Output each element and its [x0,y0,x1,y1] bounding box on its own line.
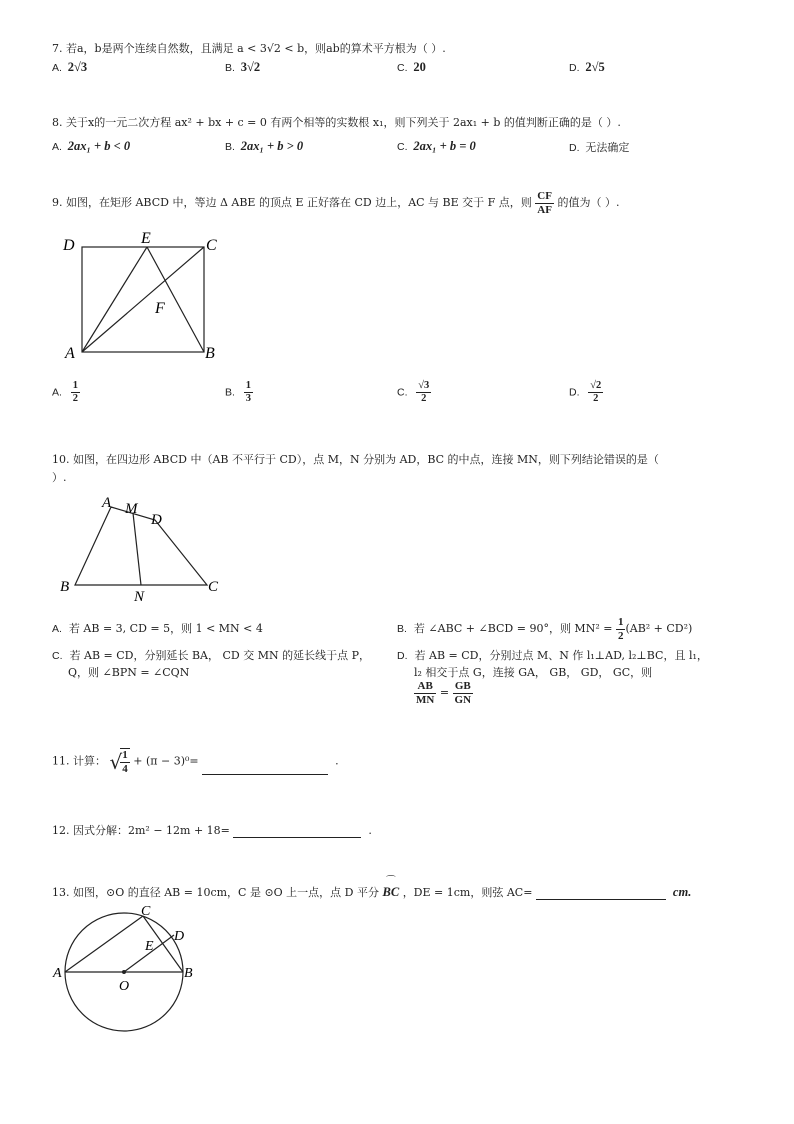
q9-option-b[interactable] [225,380,253,405]
q13-arc-label: BC [382,885,400,899]
q10-option-b-den: 2 [617,629,624,642]
q8-option-b-label: B. [225,141,235,153]
q10-stem-line2: ）. [52,471,67,484]
q10-label-b: B [60,579,70,595]
q9-stem [52,190,619,216]
q13-label-o: O [119,979,130,994]
q13-post: ，DE = 1cm，则弦 AC= [402,886,533,899]
q7-option-b[interactable] [225,60,260,75]
q10-option-b-label: B. [397,623,407,636]
q8-option-c-value: 2ax₁ + b = 0 [413,139,476,153]
q10-option-c-line2: Q，则 ∠BPN = ∠CQN [68,666,190,679]
q13-label-b: B [184,966,193,981]
q13-answer-blank[interactable] [536,887,666,900]
q10-option-d-frac1 [414,680,436,706]
q9-label-d: D [63,237,75,254]
q9-stem-post: 的值为（ ）. [557,196,620,210]
q9-segment-ac [82,247,204,352]
q9-label-a: A [65,345,75,362]
q9-option-d-label: D. [569,386,580,399]
q11-root-den: 4 [122,762,128,775]
q9-option-b-label: B. [225,386,235,399]
q10-label-m: M [125,501,138,517]
q9-stem-fraction [535,190,554,216]
q7-option-a-label: A. [52,62,62,74]
q10-option-d-frac2-num: GB [453,680,474,694]
q8-option-c-label: C. [397,141,408,153]
q9-option-a-den: 2 [72,393,78,405]
q10-option-c-label: C. [52,650,63,662]
q9-option-a-fraction [71,380,80,405]
q9-option-d-fraction [588,380,603,405]
q9-option-d-den: 2 [593,393,599,405]
q13-chord-ac [65,916,143,972]
q13-stem [52,876,692,900]
q7-option-c[interactable] [397,60,426,75]
q10-option-a-label: A. [52,623,62,635]
q8-stem: 8. 关于x的一元二次方程 ax² + bx + c = 0 有两个相等的实数根 x₁，则下列关于 2ax₁ + b 的值判断正确的是（ ）. [52,116,621,129]
q10-label-c: C [208,579,219,595]
q10-option-c[interactable] [52,647,370,663]
q10-quad-abcd [75,507,207,585]
q9-frac-num: CF [537,190,552,202]
q10-option-d-frac2-den: GN [454,693,472,706]
q13-label-d: D [174,929,185,944]
q9-label-e: E [141,230,151,247]
q8-option-a-label: A. [52,141,62,153]
q10-option-d-frac1-den: MN [416,693,435,706]
q8-option-d[interactable] [569,139,629,155]
q8-option-c[interactable] [397,139,476,154]
q10-option-a[interactable] [52,620,263,636]
q9-frac-den: AF [537,203,552,216]
q9-option-a[interactable] [52,380,80,405]
q11-pre: 11. 计算： [52,754,106,768]
q10-quadrilateral-figure [55,493,230,605]
q10-option-b-text-post: (AB² + CD²) [625,622,693,636]
q13-pre: 13. 如图，⊙O 的直径 AB = 10cm，C 是 ⊙O 上一点，点 D 平分 [52,886,379,899]
q9-option-a-num: 1 [71,380,80,393]
q8-option-a-value: 2ax₁ + b < 0 [67,139,131,153]
q9-option-c-fraction [416,380,431,405]
q9-option-c-num: √3 [416,380,431,393]
q13-arc [382,876,400,900]
q10-option-d-frac1-num: AB [414,680,436,694]
q10-segment-mn [133,513,141,585]
q13-label-a: A [53,966,62,981]
q9-stem-pre: 9. 如图，在矩形 ABCD 中，等边 Δ ABE 的顶点 E 正好落在 CD 边上，AC 与 BE 交于 F 点，则 [52,196,532,210]
q9-rectangle-figure [55,225,225,365]
q8-option-d-value: 无法确定 [585,142,630,154]
q9-option-b-num: 1 [244,380,253,393]
q7-option-d[interactable] [569,60,605,75]
q8-option-b-value: 2ax₁ + b > 0 [240,139,304,153]
q10-option-d-line1: 若 AB = CD，分别过点 M、N 作 l₁⊥AD, l₂⊥BC，且 l₁， [414,649,708,662]
q7-option-d-label: D. [569,62,580,74]
q7-stem: 7. 若a，b是两个连续自然数，且满足 a < 3√2 < b，则ab的算术平方根为（ ）. [52,42,446,55]
q8-option-d-label: D. [569,142,580,154]
q10-option-b[interactable] [397,616,692,642]
q7-option-b-label: B. [225,62,235,74]
q10-stem-line1: 10. 如图，在四边形 ABCD 中（AB 不平行于 CD），点 M，N 分别为 AD，BC 的中点，连接 MN，则下列结论错误的是（ [52,453,659,466]
q8-option-b[interactable] [225,139,303,154]
q10-option-b-text-pre: 若 ∠ABC + ∠BCD = 90°，则 MN² = [413,622,613,636]
q13-label-e: E [145,939,154,954]
q7-option-b-value: 3√2 [240,60,261,74]
q9-option-c-label: C. [397,386,408,399]
q10-label-d: D [151,512,162,528]
sqrt-icon: √ [109,749,123,774]
q11-end: . [335,754,339,768]
q7-option-c-value: 20 [413,60,426,74]
q12-answer-blank[interactable] [233,825,361,838]
q10-label-a: A [102,495,112,511]
q7-option-a-value: 2√3 [67,60,88,74]
q11-post: + (π − 3)⁰= [133,754,199,768]
q8-option-a[interactable] [52,139,130,154]
q7-option-a[interactable] [52,60,87,75]
q13-center-dot [122,970,126,974]
q7-option-d-value: 2√5 [585,60,605,74]
q9-option-a-label: A. [52,386,62,399]
q9-option-c-den: 2 [421,393,427,405]
q9-label-f: F [155,300,165,317]
q11-root-num: 1 [122,749,128,761]
q9-option-c[interactable] [397,380,431,405]
q10-option-d-frac2 [453,680,474,706]
q9-option-b-den: 3 [245,393,251,405]
q10-option-d-label: D. [397,650,408,662]
q10-option-a-text: 若 AB = 3, CD = 5，则 1 < MN < 4 [68,622,263,635]
q10-option-d[interactable] [397,647,708,663]
q10-option-d-line2: l₂ 相交于点 G，连接 GA， GB， GD， GC，则 [414,666,653,679]
q7-option-c-label: C. [397,62,408,74]
arc-icon: ⌒ [385,876,396,887]
q10-option-d-equals: = [439,686,450,700]
q9-label-c: C [206,237,217,254]
q10-option-d-equation [414,680,473,706]
q10-label-n: N [134,589,145,605]
q13-circle-figure [52,905,202,1035]
q9-option-d-num: √2 [588,380,603,393]
q11-stem [52,748,339,775]
q11-answer-blank[interactable] [202,762,328,775]
q9-option-d[interactable] [569,380,603,405]
q11-root-fraction [120,748,130,775]
q10-option-b-num: 1 [617,616,624,628]
q10-option-c-line1: 若 AB = CD，分别延长 BA， CD 交 MN 的延长线于点 P， [69,649,371,662]
q12-end: . [368,824,372,837]
q13-unit: cm. [672,885,692,899]
q12-pre: 12. 因式分解：2m² − 12m + 18= [52,824,230,837]
q12-stem [52,822,372,838]
q9-label-b: B [205,345,215,362]
q13-label-c: C [141,905,151,919]
q9-segment-ae [82,247,147,352]
q9-option-b-fraction [244,380,253,405]
